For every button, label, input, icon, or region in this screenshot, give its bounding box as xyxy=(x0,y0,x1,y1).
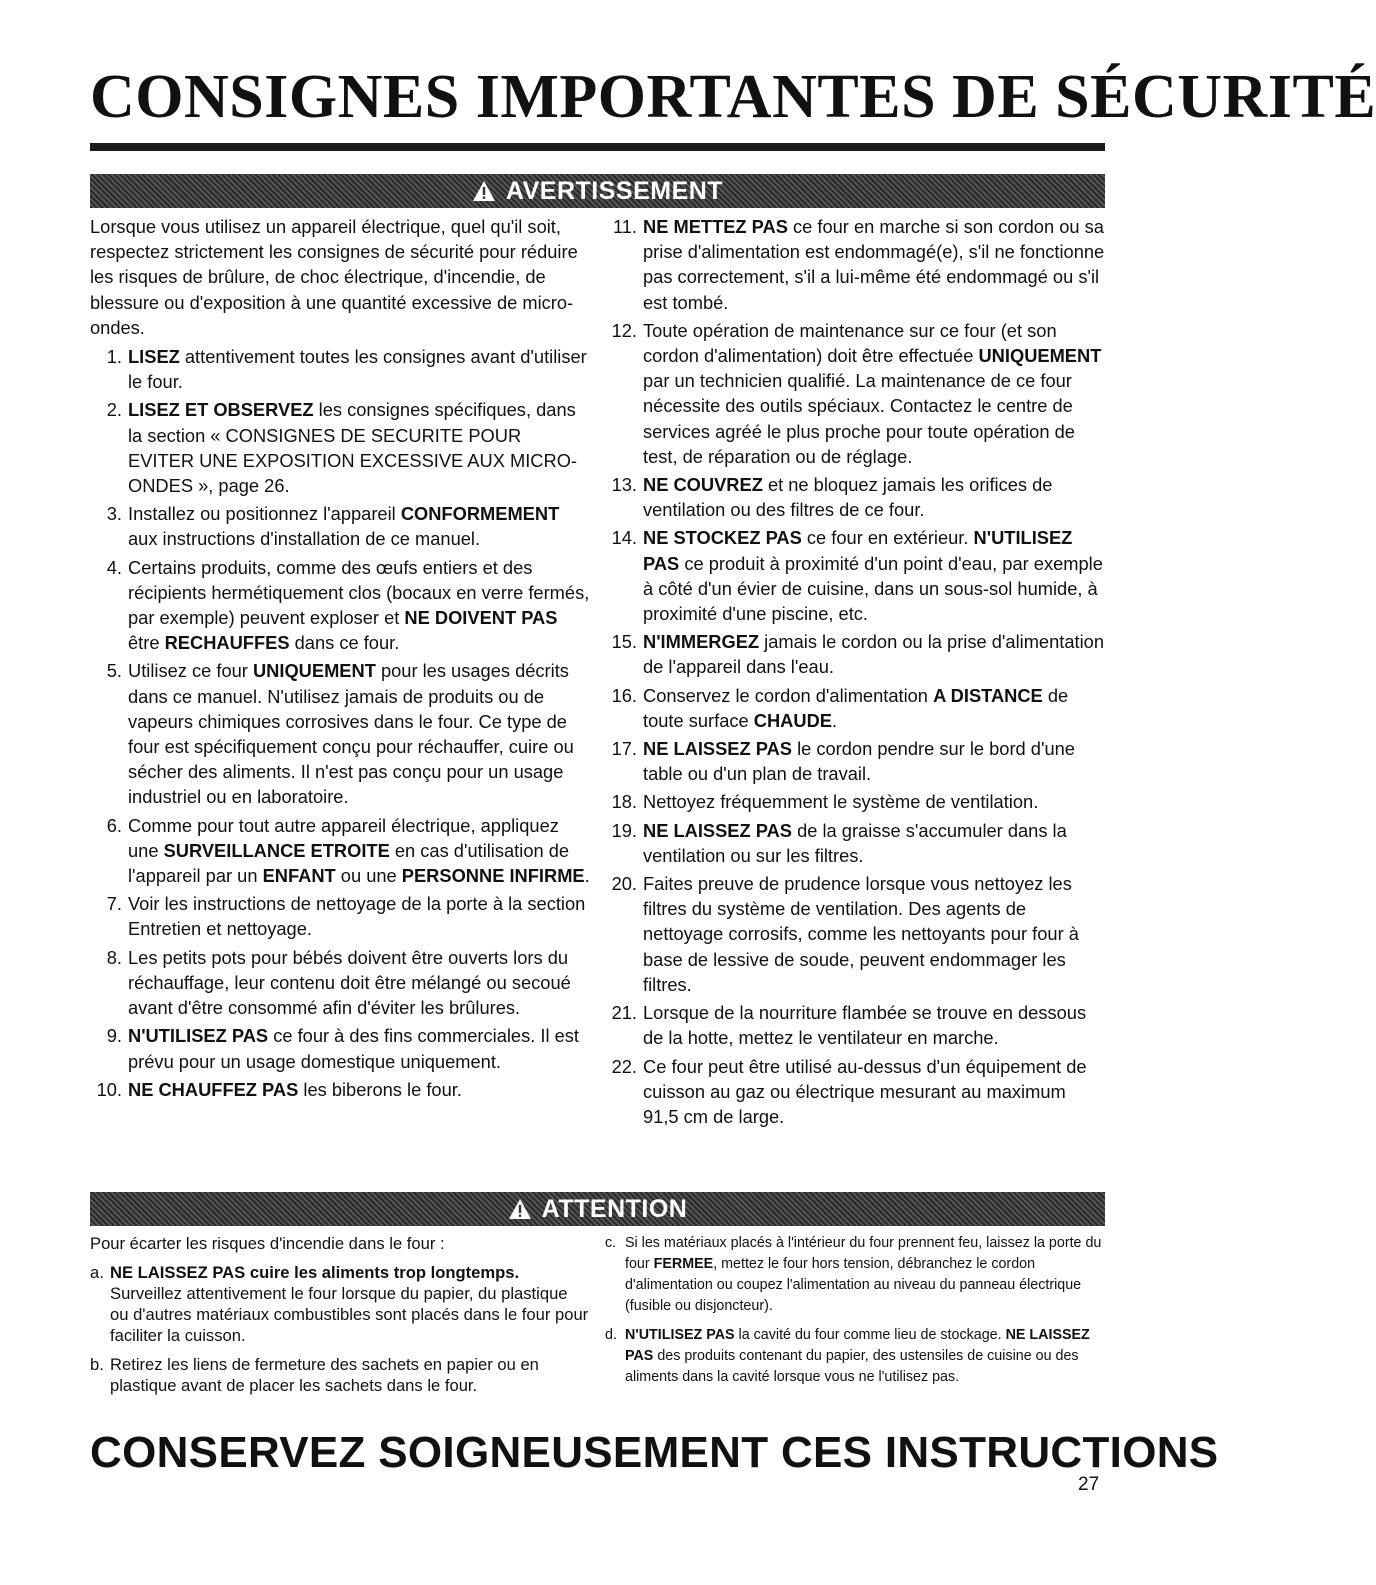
emphasis-text: NE LAISSEZ PAS xyxy=(643,819,792,841)
warning-triangle-icon xyxy=(508,1198,532,1220)
body-text: Ce four peut être utilisé au-dessus d'un équipement de cuisson au gaz ou électrique mesurant au maximum 91,5 cm de large. xyxy=(643,1055,1087,1127)
warning-item-6 xyxy=(90,813,590,889)
item-text xyxy=(643,789,1105,814)
body-text: Surveillez attentivement le four lorsque du papier, du plastique ou d'autres matériaux combustibles sont placés dans le four pour faciliter la cuisson. xyxy=(110,1284,589,1345)
item-letter: c. xyxy=(605,1235,617,1251)
item-number: 17. xyxy=(611,738,637,760)
warning-item-7 xyxy=(90,891,590,941)
warning-item-5 xyxy=(90,658,590,809)
caution-item-c xyxy=(605,1233,1105,1317)
body-text: . xyxy=(584,865,590,887)
warning-item-13 xyxy=(605,472,1105,522)
emphasis-text: PERSONNE INFIRME xyxy=(401,865,585,887)
caution-column-left xyxy=(90,1233,590,1404)
item-text xyxy=(643,871,1105,997)
warning-item-8 xyxy=(90,945,590,1021)
body-text: les consignes spécifiques, dans la section « CONSIGNES DE SECURITE POUR EVITER UNE EXPOSITION EXCESSIVE AUX MICRO-ONDES », page 26. xyxy=(128,399,577,497)
emphasis-text: NE METTEZ PAS xyxy=(643,216,788,237)
warning-item-21 xyxy=(605,1000,1105,1050)
caution-item-a xyxy=(90,1262,590,1346)
body-text: de la graisse s'accumuler dans la ventilation ou sur les filtres. xyxy=(643,819,1067,866)
emphasis-text: N'IMMERGEZ xyxy=(643,631,760,653)
emphasis-text: FERMEE xyxy=(653,1256,714,1272)
body-text: attentivement toutes les consignes avant d'utiliser le four. xyxy=(128,346,587,393)
item-text xyxy=(643,318,1105,469)
caution-item-d xyxy=(605,1325,1105,1388)
warning-item-20 xyxy=(605,871,1105,997)
caution-label: ATTENTION xyxy=(541,1194,688,1223)
emphasis-text: N'UTILISEZ PAS xyxy=(643,527,1073,574)
caution-column-right xyxy=(605,1233,1105,1396)
item-text xyxy=(128,555,590,656)
item-number: 4. xyxy=(106,556,122,578)
footer-title: CONSERVEZ SOIGNEUSEMENT CES INSTRUCTIONS xyxy=(90,1428,1219,1477)
item-number: 16. xyxy=(611,684,637,706)
item-number: 15. xyxy=(611,631,637,653)
body-text: Installez ou positionnez l'appareil xyxy=(128,503,401,525)
item-number: 2. xyxy=(106,399,122,421)
item-text xyxy=(625,1233,1105,1317)
item-text xyxy=(128,1077,590,1102)
body-text: . xyxy=(832,709,838,731)
body-text: en cas d'utilisation de l'appareil par un xyxy=(128,839,570,887)
warning-label: AVERTISSEMENT xyxy=(505,176,724,205)
item-text xyxy=(128,397,590,498)
item-text xyxy=(128,344,590,394)
body-text: ce four à des fins commerciales. Il est prévu pour un usage domestique uniquement. xyxy=(128,1025,580,1072)
body-text: des produits contenant du papier, des ustensiles de cuisine ou des aliments dans la cavité lorsque vous ne l'utilisez pas. xyxy=(625,1348,1079,1385)
item-number: 6. xyxy=(106,814,122,836)
item-text xyxy=(643,1000,1105,1050)
emphasis-text: CONFORMEMENT xyxy=(400,503,560,525)
item-text xyxy=(128,945,590,1021)
body-text: le cordon pendre sur le bord d'une table ou d'un plan de travail. xyxy=(643,738,1075,785)
body-text: Certains produits, comme des œufs entiers et des récipients hermétiquement clos (bocaux en verre fermés, par exemple) peuvent exploser et xyxy=(128,556,590,629)
item-text xyxy=(110,1262,590,1346)
item-letter: d. xyxy=(605,1327,617,1343)
warning-column-left xyxy=(90,214,590,1105)
item-number: 21. xyxy=(611,1002,637,1024)
warning-item-9 xyxy=(90,1023,590,1073)
warning-item-11 xyxy=(605,214,1105,315)
title-rule xyxy=(90,143,1105,151)
warning-item-1 xyxy=(90,344,590,394)
emphasis-text: A DISTANCE xyxy=(933,684,1043,706)
item-text xyxy=(643,629,1105,679)
warning-item-14 xyxy=(605,525,1105,626)
item-text xyxy=(643,525,1105,626)
body-text: Conservez le cordon d'alimentation xyxy=(643,684,934,706)
warning-item-4 xyxy=(90,555,590,656)
body-text: Les petits pots pour bébés doivent être ouverts lors du réchauffage, leur contenu doit être mélangé ou secoué avant d'être consommé afin d'éviter les brûlures. xyxy=(128,946,571,1019)
emphasis-text: CHAUDE xyxy=(753,709,832,731)
body-text: ce four en extérieur. xyxy=(801,527,974,549)
body-text: ce four en marche si son cordon ou sa prise d'alimentation est endommagé(e), s'il ne fonctionne pas correctement, s'il a lui-même été endommagé ou s'il est tombé. xyxy=(643,216,1105,313)
caution-item-b xyxy=(90,1354,590,1396)
item-text xyxy=(643,683,1105,733)
emphasis-text: NE STOCKEZ PAS xyxy=(643,527,802,549)
body-text: Si les matériaux placés à l'intérieur du four prennent feu, laissez la porte du four xyxy=(625,1235,1102,1272)
body-text: ce produit à proximité d'un point d'eau, par exemple à côté d'un évier de cuisine, dans un sous-sol humide, à proximité d'une piscine, etc. xyxy=(643,552,1103,625)
item-number: 1. xyxy=(106,346,122,368)
warning-item-10 xyxy=(90,1077,590,1102)
warning-item-12 xyxy=(605,318,1105,469)
emphasis-text: NE LAISSEZ PAS xyxy=(625,1327,1090,1364)
item-text xyxy=(643,214,1105,315)
item-number: 13. xyxy=(611,474,637,496)
warning-intro: Lorsque vous utilisez un appareil électrique, quel qu'il soit, respectez strictement les consignes de sécurité pour réduire les risques de brûlure, de choc électrique, d'incendie, de blessure ou d'exposition à une quantité excessive de micro-ondes. xyxy=(90,216,578,338)
body-text: Comme pour tout autre appareil électrique, appliquez une xyxy=(128,814,559,861)
emphasis-text: NE DOIVENT PAS xyxy=(404,607,558,629)
body-text: , mettez le four hors tension, débranchez le cordon d'alimentation ou coupez l'alimentation au niveau du panneau électrique (fusible ou disjoncteur). xyxy=(625,1256,1082,1314)
caution-list-left xyxy=(90,1262,590,1396)
item-number: 8. xyxy=(106,946,122,968)
emphasis-text: NE CHAUFFEZ PAS xyxy=(128,1078,299,1100)
warning-list-right xyxy=(605,214,1105,1129)
page-number: 27 xyxy=(1078,1474,1100,1495)
warning-item-15 xyxy=(605,629,1105,679)
item-number: 10. xyxy=(96,1078,122,1100)
emphasis-text: NE COUVREZ xyxy=(643,474,763,496)
body-text: et ne bloquez jamais les orifices de ventilation ou des filtres de ce four. xyxy=(643,474,1053,521)
item-number: 14. xyxy=(611,527,637,549)
warning-triangle-icon xyxy=(472,180,496,202)
warning-banner xyxy=(90,174,1105,208)
item-text xyxy=(128,891,590,941)
body-text: dans ce four. xyxy=(289,632,400,654)
warning-item-22 xyxy=(605,1054,1105,1130)
caution-intro: Pour écarter les risques d'incendie dans le four : xyxy=(90,1234,445,1253)
item-number: 22. xyxy=(611,1055,637,1077)
item-number: 9. xyxy=(106,1025,122,1047)
warning-item-18 xyxy=(605,789,1105,814)
body-text: pour les usages décrits dans ce manuel. N'utilisez jamais de produits ou de vapeurs chimiques corrosives dans le four. Ce type de four est spécifiquement conçu pour réchauffer, cuire ou sécher des aliments. Il n'est pas conçu pour un usage industriel ou en laboratoire. xyxy=(128,660,574,808)
item-number: 11. xyxy=(612,216,637,237)
item-number: 7. xyxy=(106,893,122,915)
warning-list-left xyxy=(90,344,590,1102)
emphasis-text: ENFANT xyxy=(262,865,336,887)
page-title: CONSIGNES IMPORTANTES DE SÉCURITÉ xyxy=(90,63,1376,131)
caution-list-right xyxy=(605,1233,1105,1388)
warning-item-17 xyxy=(605,736,1105,786)
body-text: ou une xyxy=(335,865,402,887)
caution-banner xyxy=(90,1192,1105,1226)
body-text: Toute opération de maintenance sur ce four (et son cordon d'alimentation) doit être effectuée xyxy=(643,319,1057,367)
body-text: les biberons le four. xyxy=(298,1078,462,1100)
emphasis-text: N'UTILISEZ PAS xyxy=(128,1025,269,1047)
body-text: être xyxy=(128,632,165,654)
warning-item-2 xyxy=(90,397,590,498)
body-text: la cavité du four comme lieu de stockage. xyxy=(734,1327,1006,1343)
body-text: de toute surface xyxy=(643,684,1069,731)
item-text xyxy=(128,1023,590,1073)
item-text xyxy=(128,813,590,889)
item-number: 19. xyxy=(611,819,637,841)
item-text xyxy=(643,736,1105,786)
body-text: jamais le cordon ou la prise d'alimentation de l'appareil dans l'eau. xyxy=(643,631,1104,678)
item-text xyxy=(643,818,1105,868)
emphasis-text: N'UTILISEZ PAS xyxy=(625,1327,735,1343)
emphasis-text: UNIQUEMENT xyxy=(978,345,1102,367)
body-text: Retirez les liens de fermeture des sachets en papier ou en plastique avant de placer les sachets dans le four. xyxy=(110,1355,539,1395)
emphasis-text: SURVEILLANCE ETROITE xyxy=(163,839,390,861)
emphasis-text: LISEZ ET OBSERVEZ xyxy=(128,399,314,421)
warning-column-right xyxy=(605,214,1105,1132)
item-letter: a. xyxy=(90,1263,104,1282)
emphasis-text: UNIQUEMENT xyxy=(252,660,376,682)
item-number: 5. xyxy=(106,660,122,682)
emphasis-text: RECHAUFFES xyxy=(164,632,290,654)
item-letter: b. xyxy=(90,1355,104,1374)
item-text xyxy=(643,1054,1105,1130)
body-text: aux instructions d'installation de ce manuel. xyxy=(128,528,481,550)
emphasis-text: NE LAISSEZ PAS cuire les aliments trop longtemps. xyxy=(110,1263,520,1282)
item-number: 18. xyxy=(611,791,637,813)
item-text xyxy=(128,658,590,809)
warning-item-19 xyxy=(605,818,1105,868)
item-number: 12. xyxy=(611,319,637,341)
item-number: 20. xyxy=(611,873,637,895)
item-text xyxy=(625,1325,1105,1388)
body-text: Voir les instructions de nettoyage de la porte à la section Entretien et nettoyage. xyxy=(128,893,586,940)
emphasis-text: LISEZ xyxy=(128,346,180,368)
body-text: Faites preuve de prudence lorsque vous nettoyez les filtres du système de ventilation. Des agents de nettoyage corrosifs, comme les nettoyants pour four à base de lessive de soude, peuvent endommager les filtres. xyxy=(643,873,1079,995)
body-text: Nettoyez fréquemment le système de ventilation. xyxy=(643,791,1039,813)
item-text xyxy=(643,472,1105,522)
body-text: Utilisez ce four xyxy=(128,660,253,682)
item-number: 3. xyxy=(106,503,122,525)
warning-item-16 xyxy=(605,683,1105,733)
warning-item-3 xyxy=(90,501,590,551)
item-text xyxy=(110,1354,590,1396)
body-text: Lorsque de la nourriture flambée se trouve en dessous de la hotte, mettez le ventilateur en marche. xyxy=(643,1002,1087,1049)
item-text xyxy=(128,501,590,551)
body-text: par un technicien qualifié. La maintenance de ce four nécessite des outils spéciaux. Contactez le centre de services agréé le plus proche pour toute opération de test, de réparation ou de réglage. xyxy=(643,370,1075,467)
emphasis-text: NE LAISSEZ PAS xyxy=(643,738,792,760)
